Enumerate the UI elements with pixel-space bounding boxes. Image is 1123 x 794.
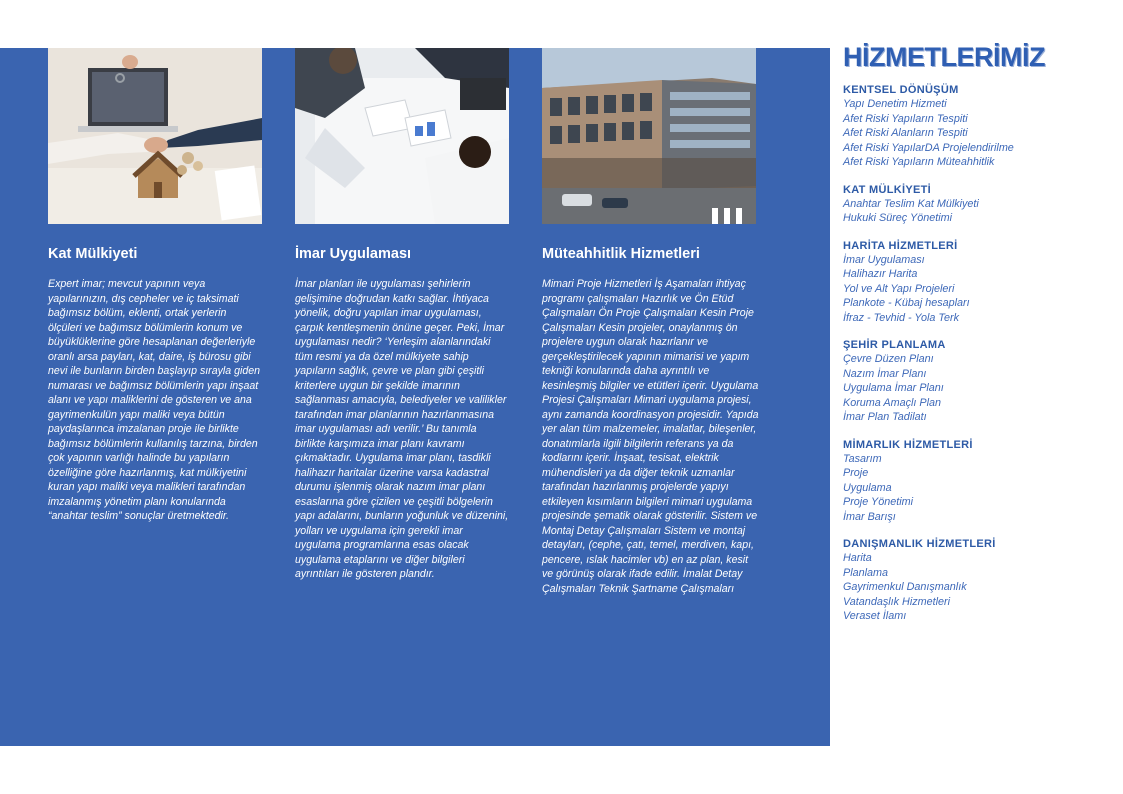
- service-item: Halihazır Harita: [843, 268, 918, 280]
- service-item: Vatandaşlık Hizmetleri: [843, 595, 951, 608]
- section-heading: MİMARLIK HİZMETLERİ: [843, 438, 973, 451]
- section-danismanlik-hizmetleri: [843, 537, 1113, 624]
- section-heading: ŞEHİR PLANLAMA: [843, 339, 946, 351]
- section-heading: KENTSEL DÖNÜŞÜM: [843, 84, 959, 96]
- column-title: İmar Uygulaması: [295, 246, 412, 262]
- service-item: Proje Yönetimi: [843, 496, 914, 508]
- service-item: Çevre Düzen Planı: [843, 353, 934, 365]
- service-item: Afet Riski Alanların Tespiti: [843, 127, 968, 139]
- section-heading: HARİTA HİZMETLERİ: [843, 239, 958, 252]
- column-text: Mimari Proje Hizmetleri İş Aşamaları ihtiyaç programı çalışmaları Hazırlık ve Ön Etüd Çalışmaları Ön Proje Çalışmaları Kesin Proje Çalışmaları Kesin projeler, onaylanmış ön projelere uygun olarak hazırlanır ve gerçekleştirilecek yapının mimarisi ve yapım tekniği konularında daha ayrıntılı ve kesinleşmiş bilgiler ve etütleri içerir. Uygulama Projesi Çalışmaları Mimari uygulama projesi, aynı zamanda koordinasyon projesidir. Yapıda yer alan tüm malzemeler, imalatlar, bileşenler, donatımlarla ilgili bilgilerin referans ya da kodlarını içerir. İnşaat, tesisat, elektrik mühendisleri ya da diğer teknik uzmanlar tarafından hazırlanmış projelerde yapıyı etkileyen kısımların bilgileri mimari uygulama projesinde şematik olarak gösterilir. Sistem ve Montaj Detay Çalışmaları Sistem ve montaj detayları, (cephe, çatı, temel, merdiven, kapı, pencere, ıslak hacimler vb) en az plan, kesit ve görünüş olarak ifade edilir. İmalat Detay Çalışmaları Teknik Şartname Çalışmaları: [542, 278, 759, 595]
- column-title: Müteahhitlik Hizmetleri: [542, 246, 700, 262]
- service-item: Afet Riski YapılarDA Projelendirilme: [843, 141, 1014, 154]
- service-item: Afet Riski Yapıların Tespiti: [843, 112, 968, 125]
- handing-house-keys-photo: [48, 48, 262, 224]
- column-kat-mulkiyeti: [48, 48, 262, 522]
- service-item: Hukuki Süreç Yönetimi: [843, 212, 953, 224]
- section-kat-mulkiyeti: [843, 183, 1113, 226]
- service-item: Yol ve Alt Yapı Projeleri: [843, 282, 955, 295]
- section-heading: KAT MÜLKİYETİ: [843, 183, 932, 196]
- service-item: İfraz - Tevhid - Yola Terk: [843, 311, 960, 324]
- section-harita-hizmetleri: [843, 239, 1113, 326]
- service-item: Yapı Denetim Hizmeti: [843, 98, 947, 110]
- column-title: Kat Mülkiyeti: [48, 246, 138, 262]
- service-item: Nazım İmar Planı: [843, 367, 927, 380]
- column-imar-uygulamasi: [295, 48, 509, 580]
- service-item: Harita: [843, 552, 872, 564]
- building-render-photo: [542, 48, 756, 224]
- column-muteahhitlik: [542, 48, 759, 595]
- service-item: İmar Uygulaması: [843, 253, 925, 266]
- service-item: İmar Barışı: [843, 510, 896, 523]
- page-title: HİZMETLERİMİZ: [843, 42, 1045, 72]
- service-item: Tasarım: [843, 452, 882, 465]
- service-item: Planlama: [843, 566, 889, 579]
- service-item: Plankote - Kübaj hesapları: [843, 297, 970, 309]
- service-item: Proje: [843, 467, 869, 479]
- section-mimarlik-hizmetleri: [843, 438, 1113, 525]
- section-heading: DANIŞMANLIK HİZMETLERİ: [843, 538, 996, 550]
- service-item: Gayrimenkul Danışmanlık: [843, 581, 967, 593]
- column-text: İmar planları ile uygulaması şehirlerin gelişimine doğrudan katkı sağlar. İhtiyaca yönelik, doğru yapılan imar uygulaması, çarpık kentleşmenin önüne geçer. Peki, İmar uygulaması nedir? ‘Yerleşim alanlarındaki tüm resmi ya da özel mülkiyete sahip yapıların sağlık, çevre ve plan gibi çeşitli kriterlere uygun bir şekilde imarının sağlanması amacıyla, belediyeler ve valilikler tarafından imar planlarının hazırlanmasına imar uygulaması adı verilir.’ Bu tanımla birlikte karşımıza imar planı kavramı çıkmaktadır. Uygulama imar planı, tasdikli halihazır haritalar üzerine varsa kadastral durumu işlenmiş olarak nazım imar planı esaslarına göre çizilen ve çeşitli bölgelerin yapı adalarını, bunların yoğunluk ve düzenini, yolları ve uygulama için gerekli imar uygulama programlarına esas olacak uygulama etaplarını ve diğer bilgileri ayrıntıları ile gösteren plandır.: [295, 278, 509, 580]
- services-sidebar: [843, 42, 1113, 637]
- service-item: Afet Riski Yapıların Müteahhitlik: [843, 156, 995, 168]
- business-meeting-photo: [295, 48, 509, 224]
- service-item: Anahtar Teslim Kat Mülkiyeti: [843, 197, 979, 210]
- service-item: Uygulama İmar Planı: [843, 382, 944, 394]
- section-sehir-planlama: [843, 338, 1113, 425]
- service-item: Veraset İlamı: [843, 610, 907, 622]
- service-item: İmar Plan Tadilatı: [843, 411, 927, 423]
- service-item: Uygulama: [843, 481, 892, 494]
- service-item: Koruma Amaçlı Plan: [843, 396, 942, 409]
- column-text: Expert imar; mevcut yapının veya yapılarınızın, dış cepheler ve iç taksimati bağımsız bölüm, eklenti, ortak yerlerin ölçüleri ve bağımsız bölümlerin konum ve büyüklüklerine göre hesaplanan değerleriyle oranlı arsa payları, kat, daire, iş bürosu gibi nevi ile bunların birden başlayıp sırayla giden numarası ve bağımsız bölümlerin yapı inşaat alanı ve yapı maliklerini de gösteren ve ana gayrimenkulün yapı maliki veya bütün paydaşlarınca imzalanan proje ile birlikte bağımsız bölümlerin kullanılış tarzına, birden çok yapının varlığı halinde bu yapıların özelliğine göre hazırlanmış, kat mülkiyetini kuran yapı maliki veya malikleri tarafından imzalanmış yönetim planı konularında “anahtar teslim” sonuçlar üretmektedir.: [48, 278, 261, 522]
- section-kentsel-donusum: [843, 83, 1113, 170]
